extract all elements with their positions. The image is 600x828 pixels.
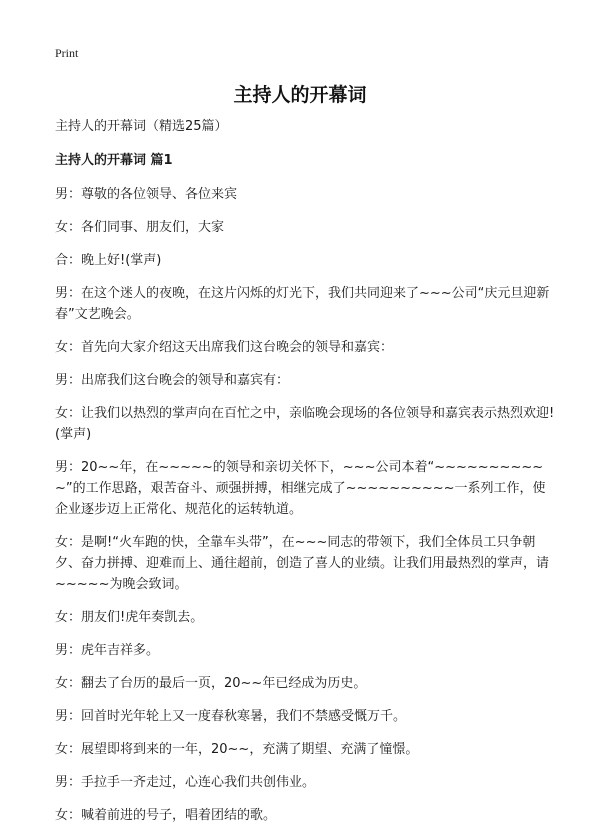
dialogue-line: 女：让我们以热烈的掌声向在百忙之中，亲临晚会现场的各位领导和嘉宾表示热烈欢迎!(掌声) [55,406,555,442]
dialogue-line: 女：翻去了台历的最后一页，20~~年已经成为历史。 [55,676,367,691]
dialogue-line: 女：朋友们!虎年奏凯去。 [55,610,204,625]
document-body [55,116,555,828]
dialogue-line: 合：晚上好!(掌声) [55,253,162,268]
dialogue-line: 男：尊敬的各位领导、各位来宾 [55,187,238,202]
dialogue-line: 男：出席我们这台晚会的领导和嘉宾有： [55,373,290,388]
dialogue-line: 男：手拉手一齐走过，心连心我们共创伟业。 [55,775,316,790]
dialogue-line: 女：喊着前进的号子，唱着团结的歌。 [55,808,277,823]
dialogue-line: 女：是啊!“火车跑的快，全靠车头带”，在~~~同志的带领下，我们全体员工只争朝夕、奋力拼搏、迎难而上、通往超前，创造了喜人的业绩。让我们用最热烈的掌声，请~~~~~为晚会致词。 [55,535,550,592]
document-title: 主持人的开幕词 [233,84,367,106]
dialogue-line: 男：虎年吉祥多。 [55,643,160,658]
dialogue-line: 女：展望即将到来的一年，20~~，充满了期望、充满了憧憬。 [55,742,419,757]
section-heading: 主持人的开幕词 篇1 [55,153,173,168]
document-subtitle: 主持人的开幕词（精选25篇） [55,119,228,134]
dialogue-line: 女：首先向大家介绍这天出席我们这台晚会的领导和嘉宾： [55,340,394,355]
print-link[interactable]: Print [55,46,79,60]
dialogue-line: 男：在这个迷人的夜晚，在这片闪烁的灯光下，我们共同迎来了~~~公司“庆元旦迎新春”文艺晚会。 [55,286,550,322]
dialogue-line: 男：回首时光年轮上又一度春秋寒暑，我们不禁感受慨万千。 [55,709,407,724]
dialogue-line: 男：20~~年，在~~~~~的领导和亲切关怀下，~~~公司本着“~~~~~~~~~~~”的工作思路，艰苦奋斗、顽强拼搏，相继完成了~~~~~~~~~~一系列工作，使企业逐步迈上正常化、规范化的运转轨道。 [55,460,546,517]
dialogue-line: 女：各们同事、朋友们，大家 [55,220,225,235]
